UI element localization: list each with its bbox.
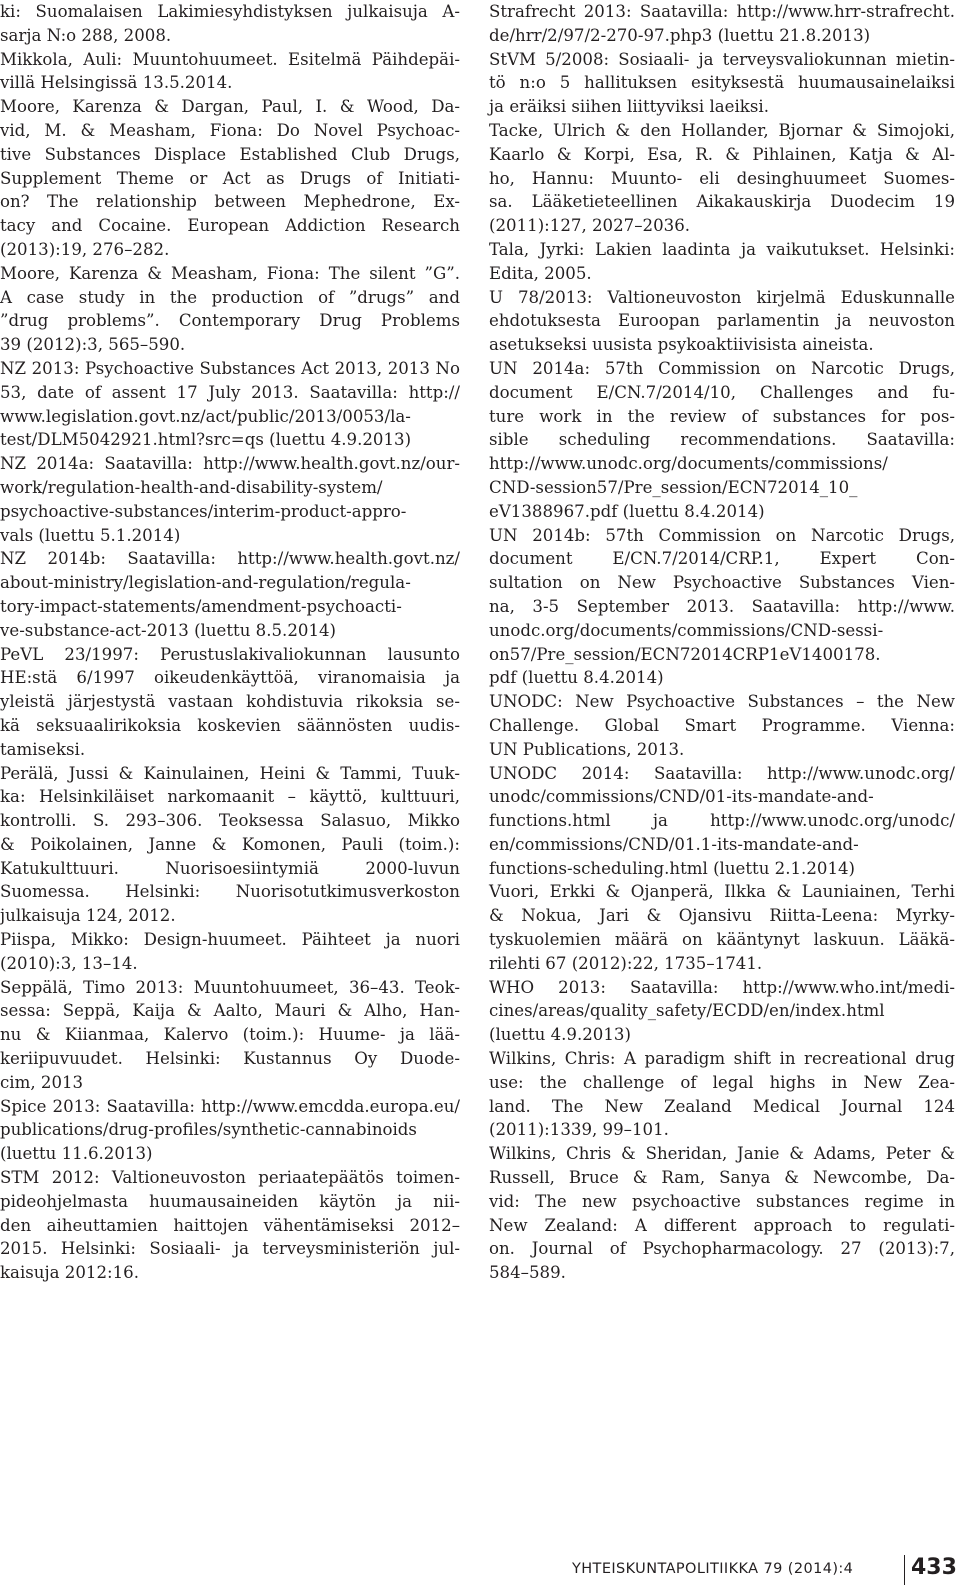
reference-line: A case study in the production of ”drugs” and <box>0 287 460 307</box>
reference-entry <box>489 357 955 524</box>
reference-line: CND-session57/Pre_session/ECN72014_10_ <box>489 477 858 497</box>
reference-line: U 78/2013: Valtioneuvoston kirjelmä Eduskunnalle <box>489 287 955 307</box>
journal-running-title: YHTEISKUNTAPOLITIIKKA 79 (2014):4 <box>572 1561 854 1577</box>
reference-line: Kaarlo & Korpi, Esa, R. & Pihlainen, Katja & Al- <box>489 144 955 164</box>
reference-line: Perälä, Jussi & Kainulainen, Heini & Tammi, Tuuk- <box>0 763 460 783</box>
reference-line: Suomessa. Helsinki: Nuorisotutkimusverkoston <box>0 882 460 902</box>
reference-line: eV1388967.pdf (luettu 8.4.2014) <box>489 501 765 521</box>
reference-entry <box>489 286 955 357</box>
reference-line: asetukseksi uusista psykoaktiivisista aineista. <box>489 335 874 355</box>
reference-line: vals (luettu 5.1.2014) <box>0 525 181 545</box>
reference-line: about-ministry/legislation-and-regulation/regula- <box>0 573 411 593</box>
reference-line: Tacke, Ulrich & den Hollander, Bjornar & Simojoki, <box>489 120 955 140</box>
reference-entry <box>489 119 955 238</box>
reference-line: Strafrecht 2013: Saatavilla: http://www.hrr-strafrecht. <box>489 2 955 21</box>
reference-line: tory-impact-statements/amendment-psychoacti- <box>0 596 402 616</box>
reference-line: tacy and Cocaine. European Addiction Research <box>0 216 460 236</box>
reference-line: kontrolli. S. 293–306. Teoksessa Salasuo, Mikko <box>0 811 460 831</box>
reference-entry <box>0 452 460 547</box>
reference-column-right <box>489 0 955 1285</box>
reference-entry <box>489 976 955 1047</box>
reference-entry <box>0 976 460 1095</box>
reference-line: Tala, Jyrki: Lakien laadinta ja vaikutukset. Helsinki: <box>489 239 955 259</box>
reference-line: Wilkins, Chris: A paradigm shift in recreational drug <box>489 1049 955 1069</box>
reference-line: tamiseksi. <box>0 739 86 759</box>
reference-line: WHO 2013: Saatavilla: http://www.who.int/medi- <box>489 977 955 997</box>
reference-line: & Poikolainen, Janne & Komonen, Pauli (toim.): <box>0 834 460 854</box>
reference-line: vid: The new psychoactive substances regime in <box>489 1191 955 1211</box>
reference-line: UNODC 2014: Saatavilla: http://www.unodc.org/ <box>489 763 955 783</box>
reference-line: www.legislation.govt.nz/act/public/2013/0053/la- <box>0 406 411 426</box>
reference-line: ”drug problems”. Contemporary Drug Problems <box>0 311 460 331</box>
footer-divider <box>904 1555 905 1585</box>
reference-line: Russell, Bruce & Ram, Sanya & Newcombe, Da- <box>489 1168 955 1188</box>
reference-line: yleistä järjestystä vastaan kohdistuvia rikoksia se- <box>0 692 460 712</box>
reference-entry <box>0 1166 460 1285</box>
reference-line: UN 2014b: 57th Commission on Narcotic Drugs, <box>489 525 955 545</box>
reference-line: (luettu 11.6.2013) <box>0 1144 153 1164</box>
reference-line: rilehti 67 (2012):22, 1735–1741. <box>489 953 763 973</box>
reference-column-left <box>0 0 460 1285</box>
reference-line: tive Substances Displace Established Club Drugs, <box>0 144 460 164</box>
reference-line: unodc/commissions/CND/01-its-mandate-and- <box>489 787 874 807</box>
reference-entry <box>489 524 955 691</box>
reference-entry <box>489 690 955 761</box>
reference-entry <box>0 762 460 929</box>
reference-line: na, 3-5 September 2013. Saatavilla: http://www. <box>489 596 955 616</box>
reference-line: tö n:o 5 hallituksen esityksestä huumausainelaiksi <box>489 73 955 93</box>
reference-entry <box>0 1095 460 1166</box>
reference-entry <box>0 547 460 642</box>
reference-line: Katukulttuuri. Nuorisoesiintymiä 2000-luvun <box>0 858 460 878</box>
reference-entry <box>489 0 955 48</box>
reference-line: (luettu 4.9.2013) <box>489 1025 631 1045</box>
reference-line: UNODC: New Psychoactive Substances – the New <box>489 692 955 712</box>
reference-line: Mikkola, Auli: Muuntohuumeet. Esitelmä Päihdepäi- <box>0 49 460 69</box>
reference-line: en/commissions/CND/01.1-its-mandate-and- <box>489 834 859 854</box>
reference-entry <box>0 643 460 762</box>
reference-line: document E/CN.7/2014/10, Challenges and fu- <box>489 382 955 402</box>
reference-line: Vuori, Erkki & Ojanperä, Ilkka & Launiainen, Terhi <box>489 882 955 902</box>
reference-line: kä seksuaalirikoksia koskevien säännösten uudis- <box>0 715 460 735</box>
reference-line: cim, 2013 <box>0 1072 84 1092</box>
reference-line: keriipuvuudet. Helsinki: Kustannus Oy Duode- <box>0 1049 460 1069</box>
reference-line: sessa: Seppä, Kaija & Aalto, Mauri & Alho, Han- <box>0 1001 460 1021</box>
reference-line: villä Helsingissä 13.5.2014. <box>0 73 233 93</box>
reference-line: (2013):19, 276–282. <box>0 239 170 259</box>
reference-entry <box>0 95 460 262</box>
reference-line: pideohjelmasta huumausaineiden käytön ja nii- <box>0 1191 460 1211</box>
reference-entry <box>489 880 955 975</box>
reference-entry <box>489 762 955 881</box>
reference-line: New Zealand: A different approach to regulati- <box>489 1215 955 1235</box>
reference-line: Piispa, Mikko: Design-huumeet. Päihteet ja nuori <box>0 930 460 950</box>
reference-line: publications/drug-profiles/synthetic-cannabinoids <box>0 1120 417 1140</box>
reference-line: 584–589. <box>489 1263 566 1283</box>
reference-line: document E/CN.7/2014/CRP.1, Expert Con- <box>489 549 955 569</box>
reference-line: test/DLM5042921.html?src=qs (luettu 4.9.2013) <box>0 430 412 450</box>
reference-line: sultation on New Psychoactive Substances Vien- <box>489 573 955 593</box>
reference-line: ho, Hannu: Muunto- eli desinghuumeet Suomes- <box>489 168 955 188</box>
reference-line: StVM 5/2008: Sosiaali- ja terveysvaliokunnan mietin- <box>489 49 955 69</box>
reference-line: ja eräiksi siihen liittyviksi laeiksi. <box>489 97 769 117</box>
reference-line: 53, date of assent 17 July 2013. Saatavilla: http:// <box>0 382 460 402</box>
reference-line: Moore, Karenza & Measham, Fiona: The silent ”G”. <box>0 263 460 283</box>
reference-entry <box>489 1047 955 1142</box>
reference-line: UN Publications, 2013. <box>489 739 685 759</box>
reference-line: sa. Lääketieteellinen Aikakauskirja Duodecim 19 <box>489 192 955 212</box>
reference-line: HE:stä 6/1997 oikeudenkäyttöä, viranomaisia ja <box>0 668 460 688</box>
reference-line: Moore, Karenza & Dargan, Paul, I. & Wood, Da- <box>0 97 460 117</box>
reference-line: NZ 2014b: Saatavilla: http://www.health.govt.nz/ <box>0 549 460 569</box>
reference-line: NZ 2014a: Saatavilla: http://www.health.govt.nz/our- <box>0 454 460 474</box>
reference-line: http://www.unodc.org/documents/commissions/ <box>489 454 888 474</box>
reference-line: Spice 2013: Saatavilla: http://www.emcdda.europa.eu/ <box>0 1096 460 1116</box>
reference-entry <box>0 0 460 48</box>
reference-line: pdf (luettu 8.4.2014) <box>489 668 664 688</box>
reference-entry <box>0 48 460 96</box>
reference-line: unodc.org/documents/commissions/CND-sessi- <box>489 620 884 640</box>
reference-line: Supplement Theme or Act as Drugs of Initiati- <box>0 168 460 188</box>
reference-line: (2010):3, 13–14. <box>0 953 138 973</box>
reference-entry <box>0 928 460 976</box>
reference-line: cines/areas/quality_safety/ECDD/en/index.html <box>489 1001 885 1021</box>
reference-line: kaisuja 2012:16. <box>0 1263 139 1283</box>
reference-line: ve-substance-act-2013 (luettu 8.5.2014) <box>0 620 337 640</box>
reference-entry <box>0 357 460 452</box>
reference-entry <box>489 48 955 119</box>
reference-line: nu & Kiianmaa, Kalervo (toim.): Huume- ja lää- <box>0 1025 460 1045</box>
reference-line: land. The New Zealand Medical Journal 124 <box>489 1096 955 1116</box>
reference-line: PeVL 23/1997: Perustuslakivaliokunnan lausunto <box>0 644 460 664</box>
reference-entry <box>489 238 955 286</box>
reference-line: sarja N:o 288, 2008. <box>0 25 172 45</box>
reference-entry <box>489 1142 955 1285</box>
reference-line: ka: Helsinkiläiset narkomaanit – käyttö, kulttuuri, <box>0 787 460 807</box>
reference-line: julkaisuja 124, 2012. <box>0 906 176 926</box>
reference-line: on. Journal of Psychopharmacology. 27 (2013):7, <box>489 1239 955 1259</box>
reference-line: vid, M. & Measham, Fiona: Do Novel Psychoac- <box>0 120 460 140</box>
reference-line: ki: Suomalaisen Lakimiesyhdistyksen julkaisuja A- <box>0 2 460 21</box>
reference-line: NZ 2013: Psychoactive Substances Act 2013, 2013 No <box>0 358 460 378</box>
reference-line: ehdotuksesta Euroopan parlamentin ja neuvoston <box>489 311 955 331</box>
reference-line: Challenge. Global Smart Programme. Vienna: <box>489 715 955 735</box>
reference-line: tyskuolemien määrä on kääntynyt laskuun. Lääkä- <box>489 930 955 950</box>
page-footer <box>572 1555 958 1585</box>
reference-line: psychoactive-substances/interim-product-appro- <box>0 501 407 521</box>
reference-line: Wilkins, Chris & Sheridan, Janie & Adams, Peter & <box>489 1144 955 1164</box>
page-number: 433 <box>911 1555 957 1580</box>
reference-line: (2011):127, 2027–2036. <box>489 216 691 236</box>
reference-line: work/regulation-health-and-disability-system/ <box>0 477 383 497</box>
reference-line: on? The relationship between Mephedrone, Ex- <box>0 192 460 212</box>
reference-line: 39 (2012):3, 565–590. <box>0 335 186 355</box>
reference-line: ture work in the review of substances for pos- <box>489 406 955 426</box>
reference-line: sible scheduling recommendations. Saatavilla: <box>489 430 955 450</box>
reference-line: functions.html ja http://www.unodc.org/unodc/ <box>489 811 955 831</box>
reference-line: Edita, 2005. <box>489 263 592 283</box>
reference-line: use: the challenge of legal highs in New Zea- <box>489 1072 955 1092</box>
reference-line: Seppälä, Timo 2013: Muuntohuumeet, 36–43. Teok- <box>0 977 460 997</box>
reference-line: functions-scheduling.html (luettu 2.1.2014) <box>489 858 856 878</box>
reference-line: UN 2014a: 57th Commission on Narcotic Drugs, <box>489 358 955 378</box>
reference-line: den aiheuttamien haittojen vähentämiseksi 2012– <box>0 1215 460 1235</box>
reference-line: STM 2012: Valtioneuvoston periaatepäätös toimen- <box>0 1168 460 1188</box>
reference-line: de/hrr/2/97/2-270-97.php3 (luettu 21.8.2013) <box>489 25 871 45</box>
reference-line: on57/Pre_session/ECN72014CRP1eV1400178. <box>489 644 881 664</box>
reference-line: (2011):1339, 99–101. <box>489 1120 669 1140</box>
reference-line: 2015. Helsinki: Sosiaali- ja terveysministeriön jul- <box>0 1239 460 1259</box>
reference-line: & Nokua, Jari & Ojansivu Riitta-Leena: Myrky- <box>489 906 955 926</box>
reference-entry <box>0 262 460 357</box>
